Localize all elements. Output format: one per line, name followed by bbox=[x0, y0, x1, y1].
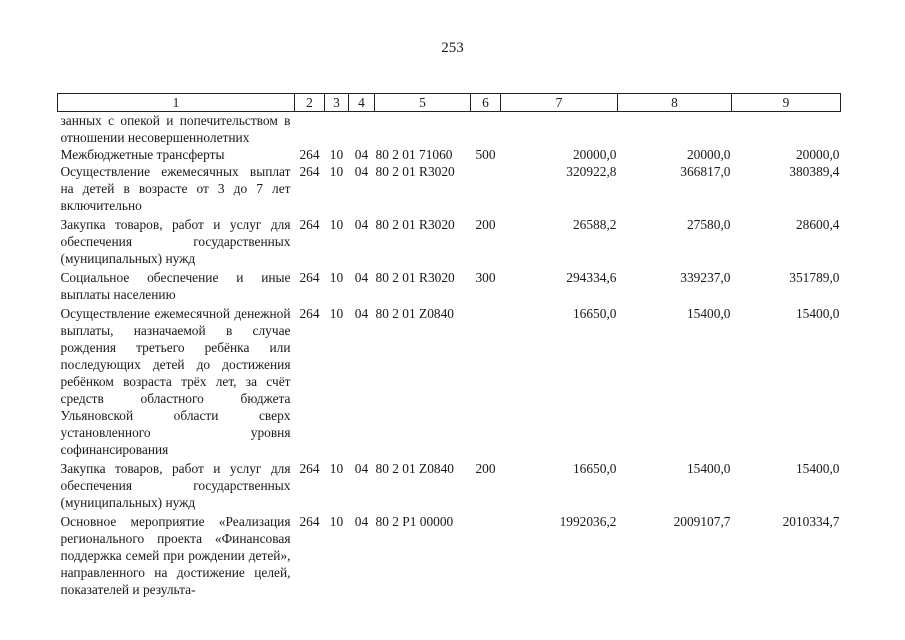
row-name: Осуществление ежемесячной денежной выплаты, назначаемой в случае рождения третьего ребёнка или последующих детей до достижения ребёнком возраста трёх лет, за счёт средств областного бюджета Ульяновской области сверх установленного уровня софинансирования bbox=[60, 306, 291, 457]
cell-code-2: 264 bbox=[299, 461, 320, 476]
row-name: Социальное обеспечение и иные выплаты населению bbox=[60, 270, 291, 302]
cell-code-4: 04 bbox=[354, 217, 369, 232]
cell-value-9: 351789,0 bbox=[789, 270, 840, 285]
cell-value-8: 15400,0 bbox=[686, 461, 731, 476]
row-name: Закупка товаров, работ и услуг для обеспечения государственных (муниципальных) нужд bbox=[60, 217, 291, 266]
row-name: Осуществление ежемесячных выплат на детей в возрасте от 3 до 7 лет включительно bbox=[60, 164, 291, 213]
cell-code-2: 264 bbox=[299, 217, 320, 232]
cell-value-9: 2010334,7 bbox=[782, 514, 840, 529]
cell-value-8: 366817,0 bbox=[680, 164, 731, 179]
cell-code-3: 10 bbox=[329, 147, 344, 162]
cell-code-6 bbox=[471, 163, 501, 214]
budget-table bbox=[57, 93, 841, 598]
table-header-row bbox=[58, 94, 841, 112]
cell-code-2: 264 bbox=[299, 306, 320, 321]
cell-value-9: 28600,4 bbox=[795, 217, 840, 232]
column-header-6: 6 bbox=[471, 94, 501, 112]
cell-code-6 bbox=[471, 303, 501, 458]
cell-value-7: 26588,2 bbox=[572, 217, 617, 232]
cell-code-4: 04 bbox=[354, 461, 369, 476]
cell-value-7: 294334,6 bbox=[566, 270, 617, 285]
cell-code-5: 80 2 01 71060 bbox=[375, 147, 453, 162]
cell-code-3: 10 bbox=[329, 306, 344, 321]
cell-code-2: 264 bbox=[299, 514, 320, 529]
table-row bbox=[58, 303, 841, 458]
cell-code-4: 04 bbox=[354, 147, 369, 162]
cell-code-3 bbox=[325, 112, 349, 147]
cell-value-9: 15400,0 bbox=[795, 306, 840, 321]
cell-code-6: 200 bbox=[475, 217, 496, 232]
cell-value-7: 16650,0 bbox=[572, 461, 617, 476]
column-header-7: 7 bbox=[501, 94, 618, 112]
cell-value-7: 20000,0 bbox=[572, 147, 617, 162]
cell-code-6: 200 bbox=[475, 461, 496, 476]
cell-value-8: 339237,0 bbox=[680, 270, 731, 285]
cell-code-5: 80 2 01 R3020 bbox=[375, 270, 455, 285]
row-name: Основное мероприятие «Реализация регионального проекта «Финансовая поддержка семей при рождении детей», направленного на достижение целей, показателей и результа- bbox=[60, 514, 291, 597]
table-row bbox=[58, 146, 841, 163]
cell-code-2: 264 bbox=[299, 164, 320, 179]
table-row bbox=[58, 511, 841, 598]
cell-code-4: 04 bbox=[354, 514, 369, 529]
cell-code-2: 264 bbox=[299, 147, 320, 162]
table-row bbox=[58, 458, 841, 511]
cell-code-2 bbox=[295, 112, 325, 147]
cell-value-8: 2009107,7 bbox=[673, 514, 731, 529]
cell-code-3: 10 bbox=[329, 461, 344, 476]
cell-value-9: 15400,0 bbox=[795, 461, 840, 476]
cell-value-7: 16650,0 bbox=[572, 306, 617, 321]
column-header-1: 1 bbox=[58, 94, 295, 112]
cell-code-2: 264 bbox=[299, 270, 320, 285]
cell-value-9: 380389,4 bbox=[789, 164, 840, 179]
table-row bbox=[58, 163, 841, 214]
column-header-5: 5 bbox=[375, 94, 471, 112]
page-number: 253 bbox=[441, 40, 464, 56]
cell-value-9 bbox=[732, 112, 841, 147]
cell-value-8 bbox=[618, 112, 732, 147]
cell-value-9: 20000,0 bbox=[795, 147, 840, 162]
cell-code-3: 10 bbox=[329, 270, 344, 285]
cell-code-5: 80 2 01 Z0840 bbox=[375, 306, 454, 321]
cell-code-5: 80 2 01 R3020 bbox=[375, 217, 455, 232]
cell-code-5 bbox=[375, 112, 471, 147]
row-name: занных с опекой и попечительством в отношении несовершеннолетних bbox=[60, 113, 291, 145]
cell-value-8: 15400,0 bbox=[686, 306, 731, 321]
cell-code-3: 10 bbox=[329, 217, 344, 232]
cell-value-7 bbox=[501, 112, 618, 147]
table-row bbox=[58, 112, 841, 147]
cell-code-5: 80 2 01 Z0840 bbox=[375, 461, 454, 476]
cell-value-7: 320922,8 bbox=[566, 164, 617, 179]
cell-code-6: 500 bbox=[475, 147, 496, 162]
column-header-8: 8 bbox=[618, 94, 732, 112]
cell-code-5: 80 2 01 R3020 bbox=[375, 164, 455, 179]
cell-code-6 bbox=[471, 112, 501, 147]
cell-value-8: 27580,0 bbox=[686, 217, 731, 232]
table-row bbox=[58, 214, 841, 267]
cell-code-4: 04 bbox=[354, 306, 369, 321]
column-header-4: 4 bbox=[349, 94, 375, 112]
cell-code-5: 80 2 P1 00000 bbox=[375, 514, 454, 529]
cell-code-4: 04 bbox=[354, 270, 369, 285]
cell-code-4 bbox=[349, 112, 375, 147]
column-header-2: 2 bbox=[295, 94, 325, 112]
cell-code-6: 300 bbox=[475, 270, 496, 285]
cell-value-7: 1992036,2 bbox=[559, 514, 617, 529]
row-name: Межбюджетные трансферты bbox=[60, 147, 225, 162]
cell-value-8: 20000,0 bbox=[686, 147, 731, 162]
column-header-9: 9 bbox=[732, 94, 841, 112]
table-row bbox=[58, 267, 841, 303]
cell-code-3: 10 bbox=[329, 514, 344, 529]
row-name: Закупка товаров, работ и услуг для обеспечения государственных (муниципальных) нужд bbox=[60, 461, 291, 510]
cell-code-6 bbox=[471, 511, 501, 598]
cell-code-4: 04 bbox=[354, 164, 369, 179]
column-header-3: 3 bbox=[325, 94, 349, 112]
cell-code-3: 10 bbox=[329, 164, 344, 179]
